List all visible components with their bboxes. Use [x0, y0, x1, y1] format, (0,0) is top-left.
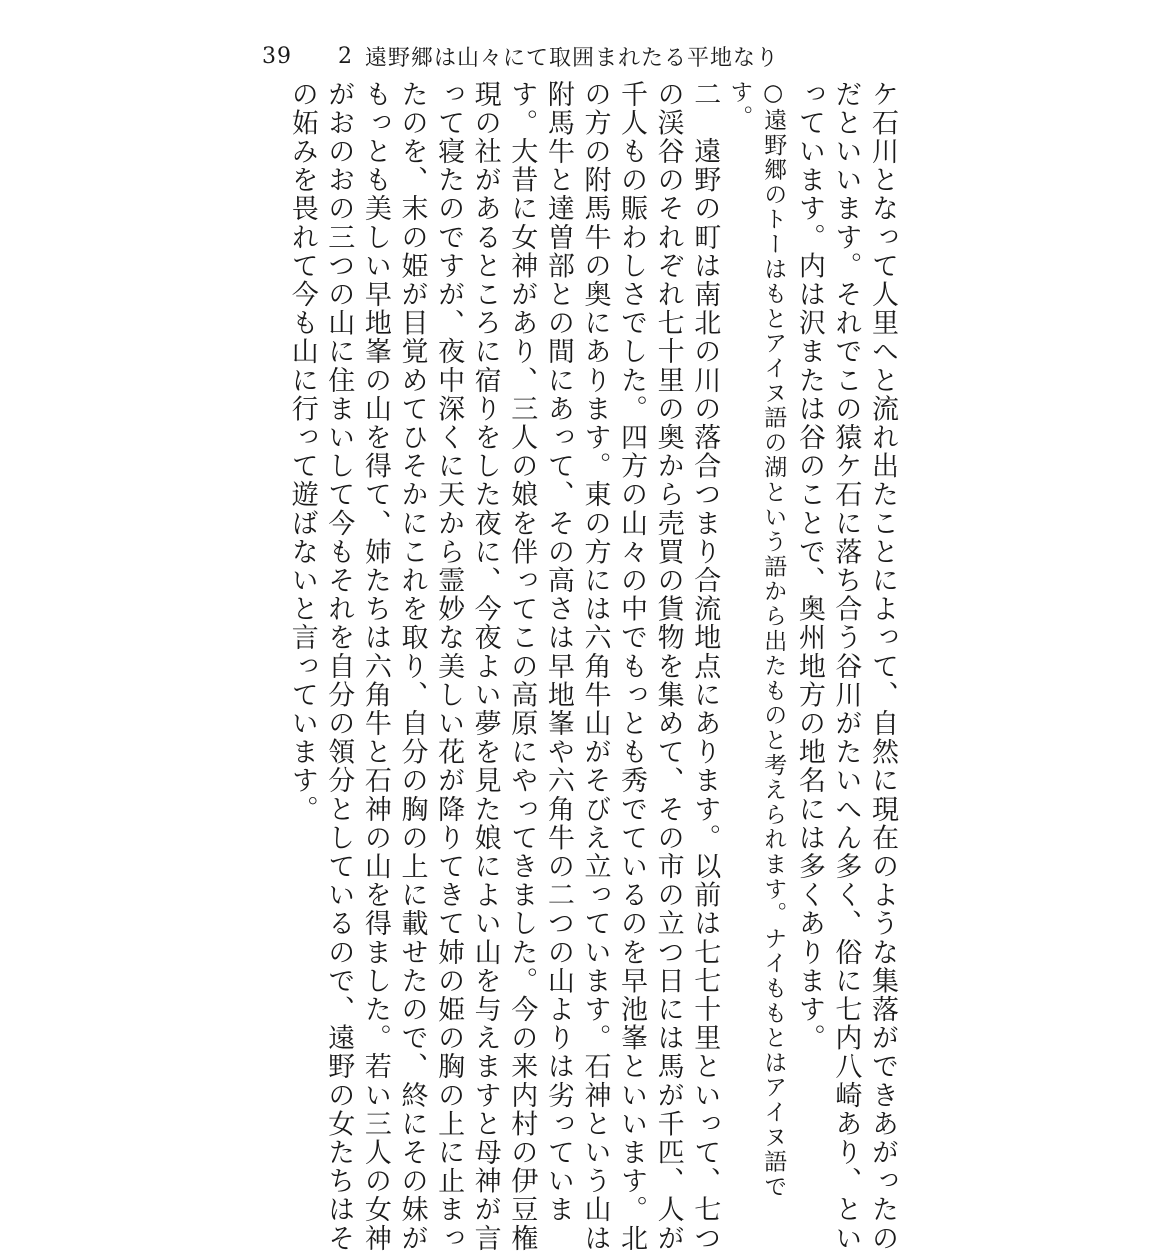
paragraph-section-two: 二 遠野の町は南北の川の落合つまり合流地点にあります。以前は七七十里といって、七つ の渓谷のそれぞれ七十里の奥から売買の貨物を集めて、その市の立つ日には馬が千匹、人が 千人もの賑わしさでした。四方の山々の中でもっとも秀でているのを早池峯といいます。北 の方の附馬牛の奥にあります。東の方には六角牛山がそびえ立っています。石神という山は 附馬牛と達曽部との間にあって、その高さは早地峯や六角牛の二つの山よりは劣っていま す。大昔に女神があり、三人の娘を伴ってこの高原にやってきました。今の来内村の伊豆権 現の社があるところに宿りをした夜に、今夜よい夢を見た娘によい山を与えますと母神が言 って寝たのですが、夜中深くに天から霊妙な美しい花が降りてきて姉の姫の胸の上に止まっ たのを、末の姫が目覚めてひそかにこれを取り、自分の胸の上に載せたので、終にその妹が もっとも美しい早地峯の山を得て、姉たちは六角牛と石神の山を得ました。若い三人の女神 がおのおの三つの山に住まいして今もそれを自分の領分としているので、遠野の女たちはそ の妬みを畏れて今も山に行って遊ばないと言っています。 [286, 80, 721, 1253]
running-header [262, 40, 779, 72]
chapter-title: 遠野郷は山々にて取囲まれたる平地なり [365, 45, 780, 71]
annotation-note: ○遠野郷のトーはもとアイヌ語の湖という語から出たものと考えられます。ナイももとはアイヌ語で す。 [726, 80, 787, 1199]
paragraph-continuation: ケ石川となって人里へと流れ出たことによって、自然に現在のような集落ができあがったの だといいます。それでこの猿ケ石に落ち合う谷川がたいへん多く、俗に七内八崎あり、とい っています。内は沢または谷のことで、奥州地方の地名には多くあります。 [793, 80, 898, 1253]
page-number: 39 [262, 43, 292, 69]
vertical-body-text [240, 80, 900, 1253]
chapter-number: 2 [338, 43, 353, 69]
